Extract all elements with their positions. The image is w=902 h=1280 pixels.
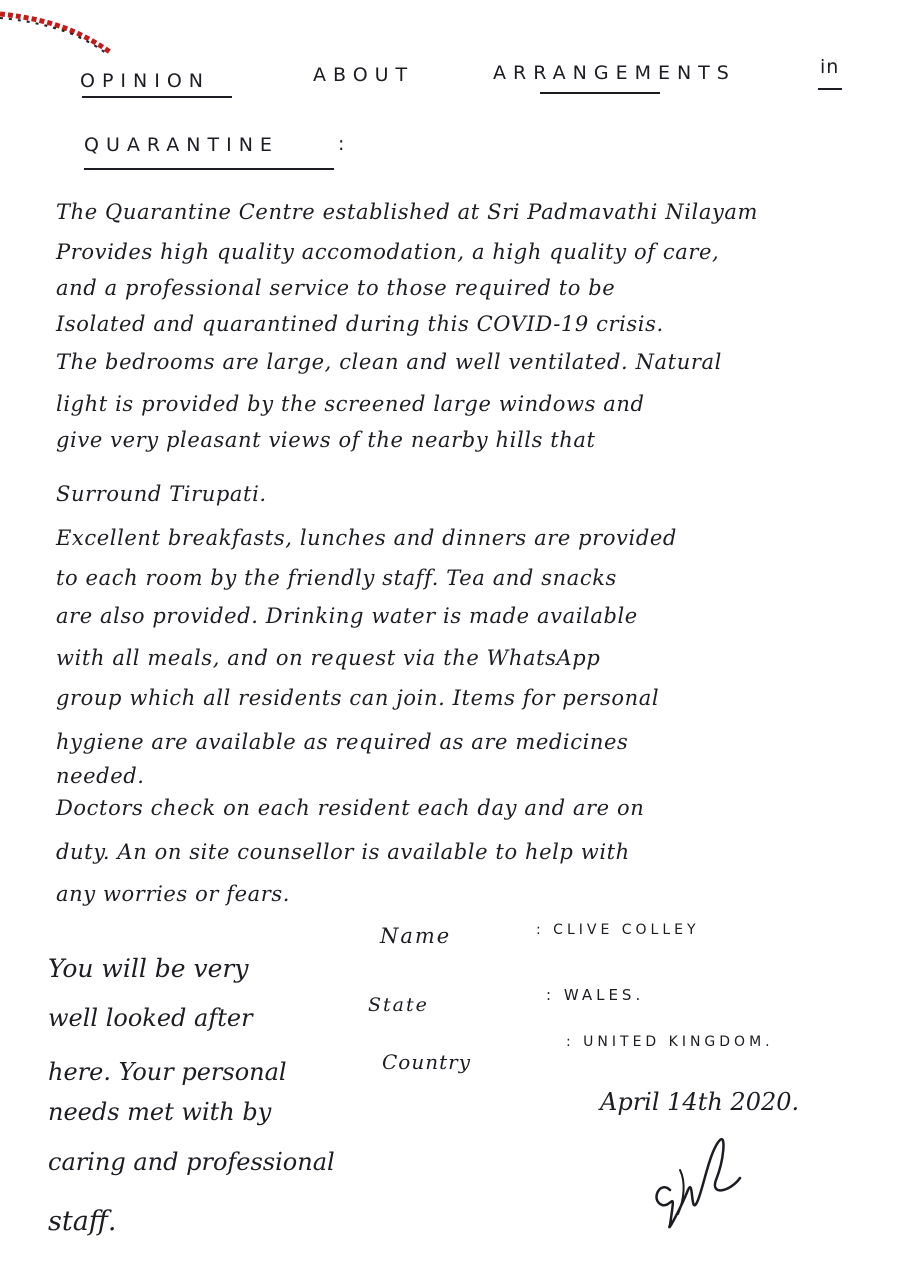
- name-value: : CLIVE COLLEY: [536, 922, 700, 938]
- body-line: Provides high quality accomodation, a high quality of care,: [56, 240, 720, 264]
- closing-line: You will be very: [48, 954, 249, 983]
- title-underline-opinion: [82, 96, 232, 98]
- body-line: needed.: [56, 764, 145, 788]
- title-underline-quarantine: [84, 168, 334, 170]
- name-label: Name: [380, 924, 452, 948]
- closing-line: staff.: [48, 1206, 117, 1237]
- body-line: hygiene are available as required as are medicines: [56, 730, 629, 754]
- state-label: State: [368, 994, 429, 1016]
- title-colon: :: [338, 133, 345, 155]
- body-line: Doctors check on each resident each day and are on: [56, 796, 645, 820]
- state-value: : WALES.: [546, 986, 645, 1004]
- body-line: duty. An on site counsellor is available to help with: [56, 840, 630, 864]
- body-line: light is provided by the screened large windows and: [56, 392, 645, 416]
- country-value: : UNITED KINGDOM.: [566, 1034, 774, 1050]
- title-underline-in: [818, 88, 842, 90]
- body-line: Surround Tirupati.: [56, 482, 267, 506]
- signature-scribble: [640, 1130, 760, 1240]
- closing-line: here. Your personal: [48, 1058, 287, 1086]
- closing-line: needs met with by: [48, 1098, 272, 1126]
- body-line: and a professional service to those required to be: [56, 276, 616, 300]
- body-line: any worries or fears.: [56, 882, 291, 906]
- title-word-arrangements: ARRANGEMENTS: [493, 62, 736, 84]
- title-word-about: ABOUT: [313, 64, 415, 86]
- body-line: to each room by the friendly staff. Tea and snacks: [56, 566, 617, 590]
- body-line: The Quarantine Centre established at Sri Padmavathi Nilayam: [56, 200, 759, 224]
- body-line: The bedrooms are large, clean and well ventilated. Natural: [56, 350, 722, 374]
- closing-line: caring and professional: [48, 1148, 335, 1176]
- title-word-opinion: OPINION: [80, 70, 211, 92]
- letter-date: April 14th 2020.: [600, 1088, 800, 1116]
- body-line: are also provided. Drinking water is made available: [56, 604, 638, 628]
- title-word-quarantine: QUARANTINE: [84, 134, 279, 156]
- body-line: give very pleasant views of the nearby hills that: [56, 428, 596, 452]
- country-label: Country: [382, 1050, 472, 1074]
- title-underline-arrangements: [540, 92, 660, 94]
- title-word-in: in: [820, 56, 840, 78]
- body-line: Isolated and quarantined during this COVID-19 crisis.: [56, 312, 664, 336]
- body-line: Excellent breakfasts, lunches and dinners are provided: [56, 526, 677, 550]
- body-line: with all meals, and on request via the WhatsApp: [56, 646, 601, 670]
- closing-line: well looked after: [48, 1004, 253, 1032]
- body-line: group which all residents can join. Items for personal: [56, 686, 660, 710]
- binding-twine-decoration: [0, 0, 120, 60]
